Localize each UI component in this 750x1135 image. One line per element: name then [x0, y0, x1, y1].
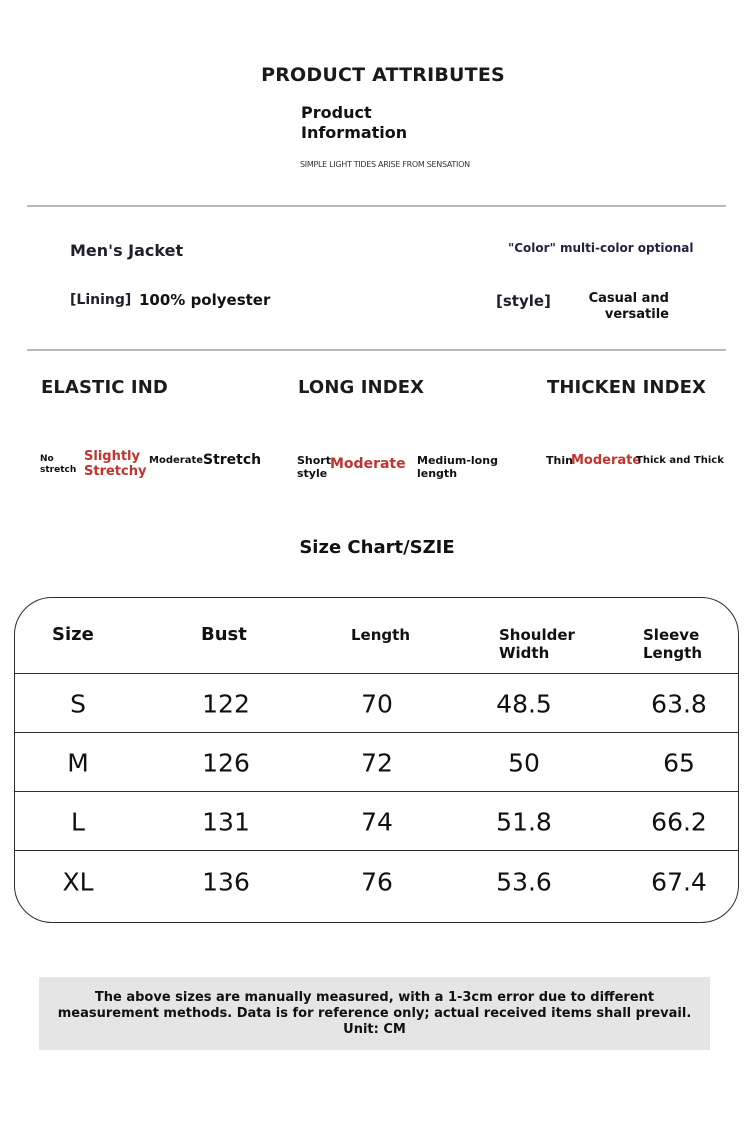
lining-label: [Lining] — [70, 292, 132, 308]
level-text: Thin — [546, 454, 573, 467]
long-level-short — [297, 454, 331, 480]
cell-length: 70 — [361, 689, 393, 719]
level-text: No — [40, 454, 54, 464]
size-table — [14, 597, 739, 923]
cell-shoulder-width: 51.8 — [496, 807, 552, 837]
color-attribute: "Color" multi-color optional — [508, 241, 694, 255]
style-label: [style] — [496, 292, 551, 310]
header-text: Sleeve — [643, 626, 700, 644]
measurement-note-box — [39, 977, 710, 1050]
header-length: Length — [351, 626, 410, 644]
level-text: Slightly — [84, 449, 140, 464]
cell-size: L — [71, 807, 85, 837]
cell-length: 74 — [361, 807, 393, 837]
long-level-medium-long — [417, 454, 498, 480]
level-text: Stretchy — [84, 464, 147, 479]
section-subtitle — [301, 103, 407, 143]
cell-sleeve-length: 67.4 — [651, 867, 707, 896]
level-text: Thick and Thick — [636, 455, 724, 466]
level-text: Medium-long — [417, 454, 498, 467]
product-type: Men's Jacket — [70, 241, 184, 260]
level-text: style — [297, 467, 328, 480]
level-text: Moderate — [571, 453, 642, 468]
thicken-level-moderate — [571, 454, 641, 467]
cell-sleeve-length: 63.8 — [651, 689, 707, 719]
lining-value: 100% polyester — [139, 291, 271, 309]
cell-length: 76 — [361, 867, 393, 896]
cell-size: XL — [62, 867, 94, 896]
level-text: Short — [297, 454, 331, 467]
thicken-index-title: THICKEN INDEX — [547, 377, 707, 398]
cell-sleeve-length: 65 — [663, 748, 695, 778]
elastic-level-slightly-stretchy — [84, 449, 146, 479]
table-row — [15, 735, 738, 792]
long-index-title: LONG INDEX — [298, 377, 425, 398]
level-text: Stretch — [203, 452, 262, 468]
long-level-moderate — [330, 458, 406, 471]
elastic-level-stretch — [203, 454, 261, 467]
header-text: Width — [499, 644, 550, 662]
cell-bust: 136 — [202, 867, 250, 896]
cell-size: S — [70, 689, 86, 719]
level-text: length — [417, 467, 458, 480]
header-bust: Bust — [201, 624, 247, 645]
header-sleeve-length — [643, 626, 702, 662]
thicken-level-thick — [636, 454, 724, 467]
cell-shoulder-width: 53.6 — [496, 867, 552, 896]
divider — [27, 349, 726, 351]
elastic-index-title: ELASTIC IND — [41, 377, 168, 398]
header-text: Length — [643, 644, 702, 662]
cell-shoulder-width: 50 — [508, 748, 540, 778]
cell-sleeve-length: 66.2 — [651, 807, 707, 837]
table-row — [15, 794, 738, 851]
table-row — [15, 676, 738, 733]
level-text: Moderate — [330, 456, 406, 472]
elastic-level-no-stretch — [40, 454, 76, 476]
cell-shoulder-width: 48.5 — [496, 689, 552, 719]
style-value — [573, 291, 669, 323]
style-value-line: versatile — [604, 307, 669, 322]
page-title: PRODUCT ATTRIBUTES — [261, 64, 505, 86]
table-header — [15, 598, 738, 674]
cell-bust: 122 — [202, 689, 250, 719]
thicken-level-thin — [546, 454, 573, 467]
header-size: Size — [52, 624, 94, 645]
table-row — [15, 853, 738, 910]
elastic-level-moderate — [149, 454, 203, 467]
cell-bust: 131 — [202, 807, 250, 837]
cell-size: M — [67, 748, 89, 778]
level-text: stretch — [40, 465, 77, 475]
style-value-line: Casual and — [588, 291, 669, 306]
subtitle-line: Product — [301, 103, 372, 122]
header-text: Shoulder — [499, 626, 575, 644]
level-text: Moderate — [149, 455, 204, 466]
header-shoulder-width — [499, 626, 575, 662]
subtitle-line: Information — [301, 123, 408, 142]
cell-length: 72 — [361, 748, 393, 778]
measurement-note: The above sizes are manually measured, with a 1-3cm error due to different measurement methods. Data is for reference only; actual received items shall prevail. Unit: CM — [57, 990, 692, 1037]
size-chart-title: Size Chart/SZIE — [299, 537, 455, 558]
tagline: SIMPLE LIGHT TIDES ARISE FROM SENSATION — [300, 160, 470, 169]
divider — [27, 205, 726, 207]
cell-bust: 126 — [202, 748, 250, 778]
